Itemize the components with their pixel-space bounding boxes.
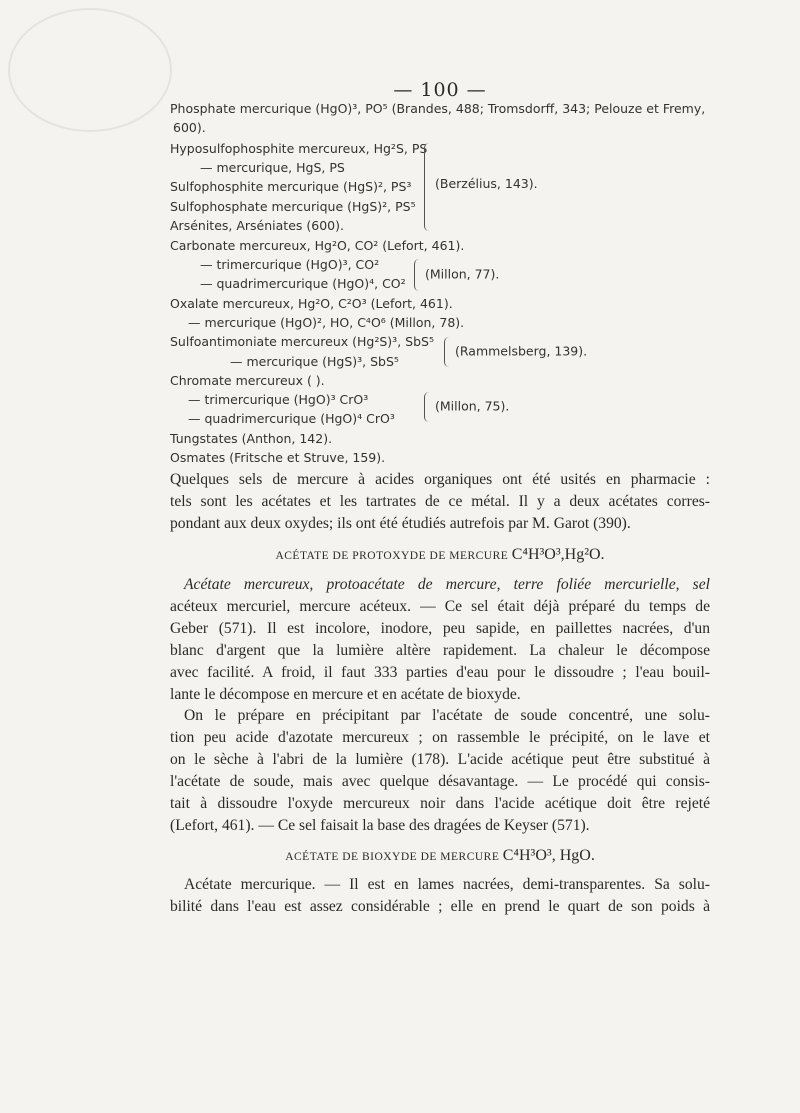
list-item: Chromate mercureux ( ). (170, 373, 325, 388)
section-heading-protoxyde: ACÉTATE DE PROTOXYDE DE MERCURE C⁴H³O³,Hg²O. (275, 546, 605, 563)
list-item: Tungstates (Anthon, 142). (170, 431, 333, 446)
brace-millon-77: (Millon, 77). (414, 259, 499, 291)
library-stamp (8, 8, 172, 132)
page-number: — 100 — (393, 79, 487, 101)
list-item: Phosphate mercurique (HgO)³, PO⁵ (Brandes, 488; Tromsdorff, 343; Pelouze et Fremy, (170, 101, 706, 116)
paragraph-acetate-mercureux: Acétate mercureux, protoacétate de mercure, terre foliée mercurielle, sel acéteux mercuriel, mercure acéteux. — Ce sel était déjà préparé du temps de Geber (571). Il est incolore, inodore, peu sapide, en paillettes nacrées, d'un blanc d'argent que la lumière altère rapidement. La chaleur le décompose avec facilité. A froid, il faut 333 parties d'eau pour le dissoudre ; l'eau bouil- lante le décompose en mercure et en acétate de bioxyde. (170, 576, 710, 703)
list-item: — quadrimercurique (HgO)⁴ CrO³ (188, 411, 395, 426)
list-item: Sulfophosphite mercurique (HgS)², PS³ (170, 179, 412, 194)
list-item: — mercurique (HgO)², HO, C⁴O⁶ (Millon, 78). (188, 315, 465, 330)
list-item: Arsénites, Arséniates (600). (170, 218, 344, 233)
list-item: — quadrimercurique (HgO)⁴, CO² (200, 276, 406, 291)
brace-millon-75: (Millon, 75). (424, 392, 509, 422)
brace-berzelius: (Berzélius, 143). (424, 143, 538, 231)
brace-rammelsberg: (Rammelsberg, 139). (444, 337, 587, 367)
list-item: Sulfophosphate mercurique (HgS)², PS⁵ (170, 199, 416, 214)
section-heading-bioxyde: ACÉTATE DE BIOXYDE DE MERCURE C⁴H³O³, HgO. (285, 847, 595, 864)
list-item: Hyposulfophosphite mercureux, Hg²S, PS (170, 141, 428, 156)
intro-paragraph: Quelques sels de mercure à acides organiques ont été usités en pharmacie : tels sont les acétates et les tartrates de ce métal. Il y a deux acétates corres- pondant aux deux oxydes; ils ont été étudiés autrefois par M. Garot (390). (170, 471, 710, 532)
list-item: — trimercurique (HgO)³, CO² (200, 257, 380, 272)
list-item: — mercurique (HgS)³, SbS⁵ (230, 354, 399, 369)
paragraph-preparation: On le prépare en précipitant par l'acétate de soude concentré, une solu- tion peu acide d'azotate mercureux ; on rassemble le précipité, on le lave et on le sèche à l'abri de la lumière (178). L'acide acétique peut être substitué à l'acétate de soude, mais avec quelque désavantage. — Le procédé qui consis- tait à dissoudre l'oxyde mercureux noir dans l'acide acétique doit être rejeté (Lefort, 461). — Ce sel faisait la base des dragées de Keyser (571). (170, 707, 710, 834)
list-item: Oxalate mercureux, Hg²O, C²O³ (Lefort, 461). (170, 296, 453, 311)
list-item: — trimercurique (HgO)³ CrO³ (188, 392, 369, 407)
list-item: Osmates (Fritsche et Struve, 159). (170, 450, 386, 465)
list-item: Sulfoantimoniate mercureux (Hg²S)³, SbS⁵ (170, 334, 434, 349)
list-item: — mercurique, HgS, PS (200, 160, 345, 175)
list-item: Carbonate mercureux, Hg²O, CO² (Lefort, 461). (170, 238, 465, 253)
list-item: 600). (173, 120, 206, 135)
paragraph-acetate-mercurique: Acétate mercurique. — Il est en lames nacrées, demi-transparentes. Sa solu- bilité dans l'eau est assez considérable ; elle en prend le quart de son poids à (170, 876, 710, 915)
